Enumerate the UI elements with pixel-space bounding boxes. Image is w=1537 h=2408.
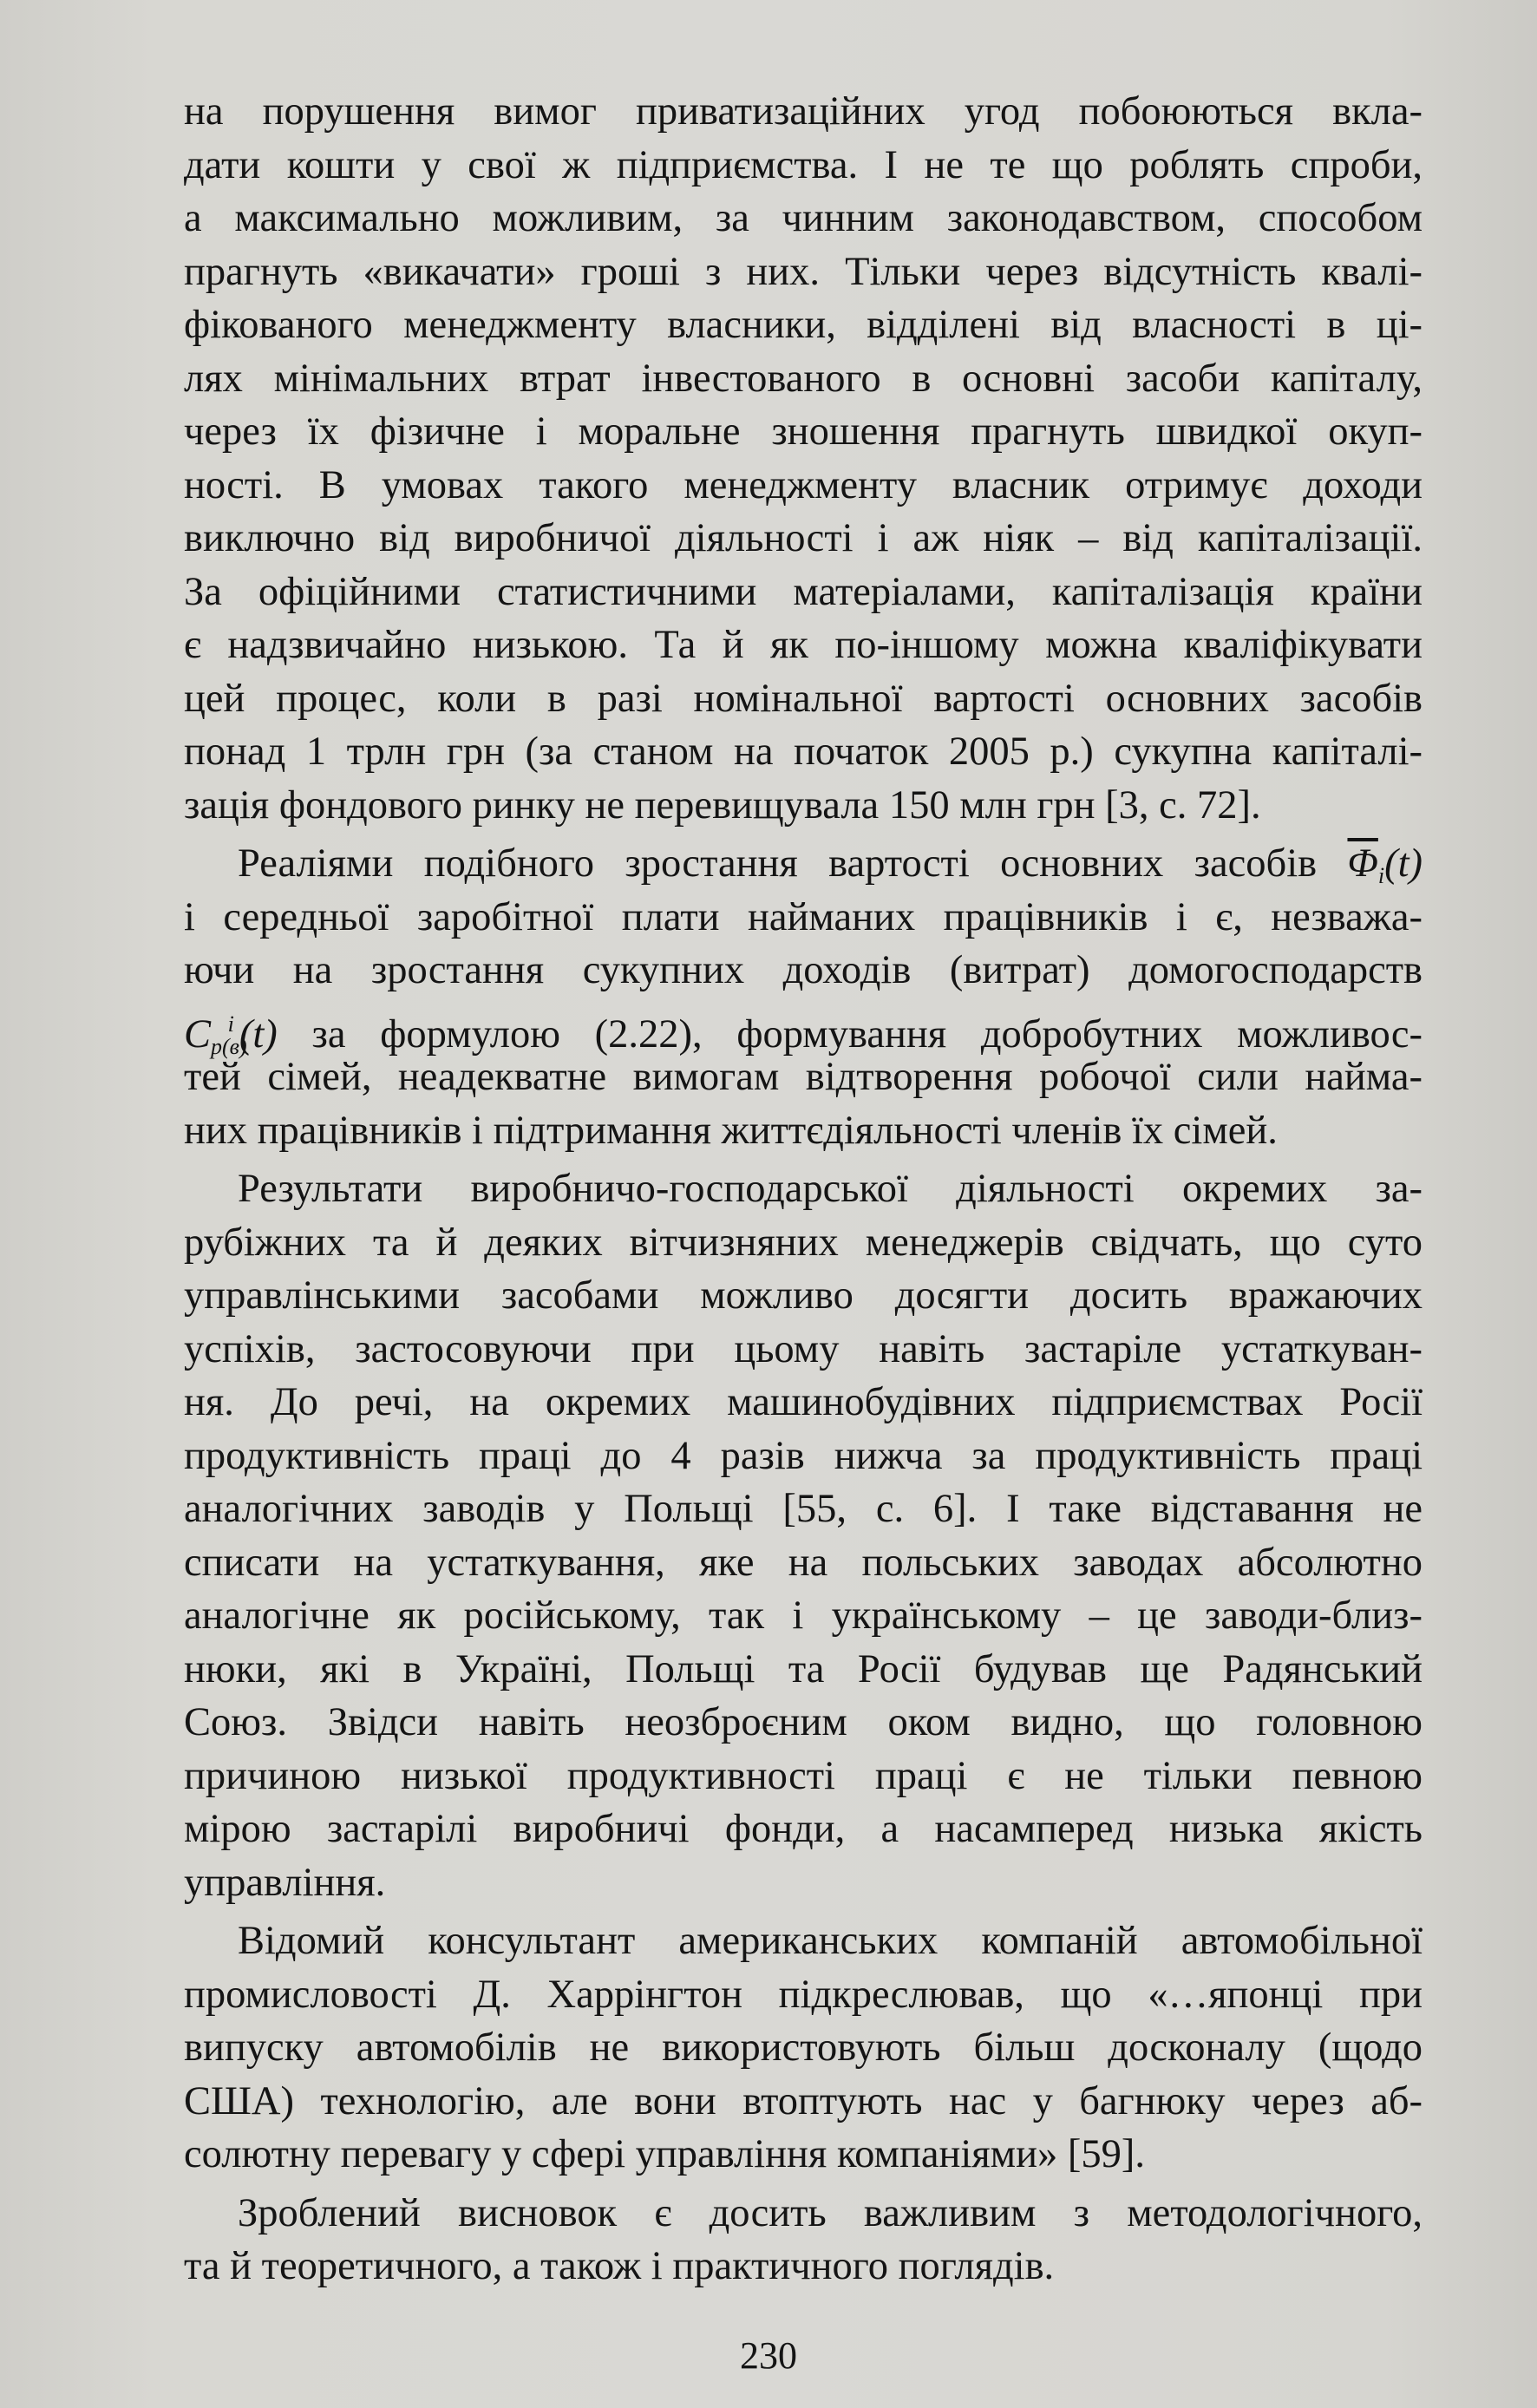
paragraph-5 [184, 2187, 1423, 2293]
text-line: Результати виробничо-господарської діяльності окремих за- [238, 1167, 1423, 1211]
text-line: причиною низької продуктивності праці є не тільки певною [184, 1753, 1423, 1798]
page-number: 230 [740, 2334, 797, 2377]
text-line: них працівників і підтримання життєдіяльності членів їх сімей. [184, 1108, 1278, 1153]
text-line: промисловості Д. Харрінгтон підкреслював, що «…японці при [184, 1972, 1423, 2017]
line-text: за формулою (2.22), формування добробутних можливос- [311, 1011, 1423, 1057]
text-line: Зроблений висновок є досить важливим з методологічного, [238, 2190, 1423, 2235]
text-line: тей сімей, неадекватне вимогам відтворення робочої сили найма- [184, 1055, 1423, 1099]
text-line: на порушення вимог приватизаційних угод побоюються вкла- [184, 89, 1423, 134]
text-line: управлінськими засобами можливо досягти досить вражаючих [184, 1273, 1423, 1318]
paragraph-3 [184, 1162, 1423, 1909]
paragraph-1 [184, 85, 1423, 832]
text-line: Союз. Звідси навіть неозброєним оком видно, що головною [184, 1700, 1423, 1744]
text-line: управління. [184, 1860, 386, 1905]
text-line: і середньої заробітної плати найманих працівників і є, незважа- [184, 894, 1423, 939]
paragraph-4 [184, 1914, 1423, 2182]
text-line: Відомий консультант американських компаній автомобільної [238, 1919, 1423, 1963]
text-line: За офіційними статистичними матеріалами, капіталізація країни [184, 569, 1423, 614]
text-line: прагнуть «викачати» гроші з них. Тільки через відсутність квалі- [184, 249, 1423, 294]
text-line-with-formula [184, 837, 1423, 891]
line-text: Реаліями подібного зростання вартості основних засобів [238, 841, 1318, 886]
text-line: понад 1 трлн грн (за станом на початок 2005 р.) сукупна капіталі- [184, 730, 1423, 774]
text-line: мірою застарілі виробничі фонди, а насамперед низька якість [184, 1807, 1423, 1851]
text-line: виключно від виробничої діяльності і аж ніяк – від капіталізації. [184, 516, 1423, 560]
text-line: ня. До речі, на окремих машинобудівних підприємствах Росії [184, 1380, 1423, 1424]
text-line: аналогічне як російському, так і українському – це заводи-близ- [184, 1593, 1423, 1638]
text-line: списати на устаткування, яке на польських заводах абсолютно [184, 1540, 1423, 1585]
text-line: а максимально можливим, за чинним законодавством, способом [184, 196, 1423, 240]
text-body [184, 85, 1423, 2293]
text-line: солютну перевагу у сфері управління компаніями» [59]. [184, 2132, 1145, 2176]
formula-household-income: $C_{p(в)}^i$ (t) [184, 1011, 278, 1059]
text-line: через їх фізичне і моральне зношення прагнуть швидкої окуп- [184, 409, 1423, 454]
text-line: успіхів, застосовуючи при цьому навіть застаріле устаткуван- [184, 1326, 1423, 1371]
text-line: ності. В умовах такого менеджменту власник отримує доходи [184, 462, 1423, 507]
text-line: зація фондового ринку не перевищувала 150 млн грн [3, с. 72]. [184, 782, 1261, 828]
text-line: дати кошти у свої ж підприємства. І не те що роблять спроби, [184, 142, 1423, 187]
text-line: продуктивність праці до 4 разів нижча за продуктивність праці [184, 1433, 1423, 1478]
text-line: цей процес, коли в разі номінальної вартості основних засобів [184, 676, 1423, 721]
text-line: ючи на зростання сукупних доходів (витрат) домогосподарств [184, 948, 1423, 992]
text-line: лях мінімальних втрат інвестованого в основні засоби капіталу, [184, 356, 1423, 401]
text-line: випуску автомобілів не використовують більш досконалу (щодо [184, 2025, 1423, 2070]
text-line: рубіжних та й деяких вітчизняних менеджерів свідчать, що суто [184, 1220, 1423, 1265]
text-line: аналогічних заводів у Польщі [55, с. 6]. І таке відставання не [184, 1487, 1423, 1531]
text-line: США) технологію, але вони втоптують нас у багнюку через аб- [184, 2078, 1423, 2123]
formula-fixed-assets: $\overline{\Phi}_i(t)$ [1347, 841, 1423, 888]
text-line: фікованого менеджменту власники, відділені від власності в ці- [184, 303, 1423, 347]
text-line-with-formula [184, 998, 1423, 1059]
text-line: є надзвичайно низькою. Та й як по-іншому можна кваліфікувати [184, 623, 1423, 667]
paragraph-2 [184, 837, 1423, 1157]
text-line: та й теоретичного, а також і практичного поглядів. [184, 2244, 1055, 2288]
text-line: нюки, які в Україні, Польщі та Росії будував ще Радянський [184, 1646, 1423, 1691]
